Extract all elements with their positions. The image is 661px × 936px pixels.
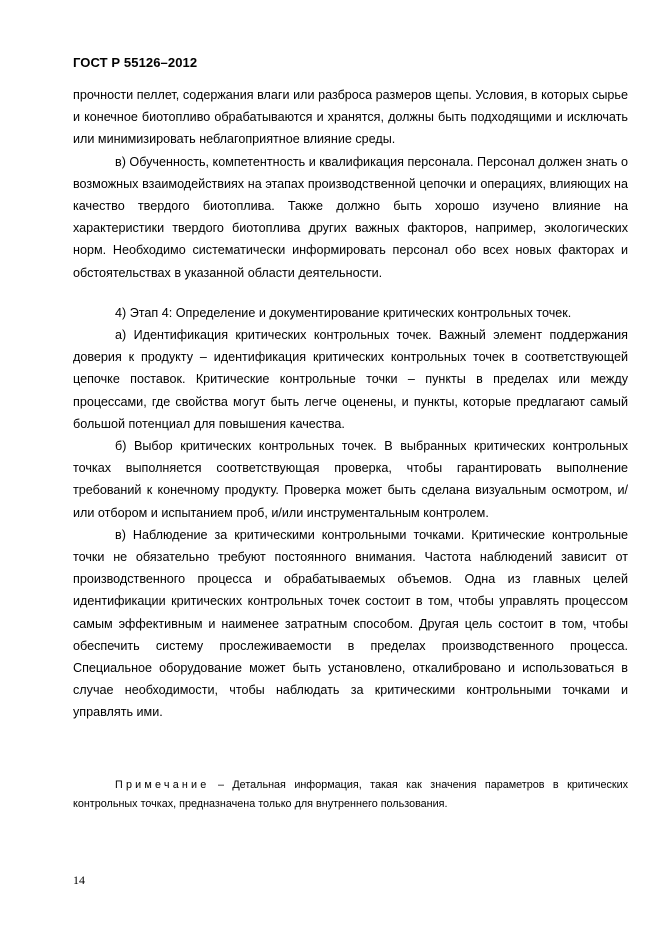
main-text xyxy=(73,84,628,724)
note-text: – Детальная информация, такая как значения параметров в критических контрольных точках, предназначена только для внутреннего пользования. xyxy=(73,779,628,810)
note xyxy=(73,776,628,814)
paragraph-selection: б) Выбор критических контрольных точек. В выбранных критических контрольных точках выполняется соответствующая проверка, чтобы гарантировать выполнение требований к конечному продукту. Проверка может быть сделана визуальным осмотром, и/или отбором и испытанием проб, и/или инструментальным контролем. xyxy=(73,439,628,520)
page-number: 14 xyxy=(73,873,85,887)
paragraph-identification: а) Идентификация критических контрольных точек. Важный элемент поддержания доверия к продукту – идентификация критических контрольных точек в соответствующей цепочке поставок. Критические контрольные точки – пункты в пределах или между процессами, где свойства могут быть легче оценены, и пункты, которые предлагают самый большой потенциал для повышения качества. xyxy=(73,328,628,431)
document-header: ГОСТ Р 55126–2012 xyxy=(73,55,198,70)
paragraph-continuation: прочности пеллет, содержания влаги или разброса размеров щепы. Условия, в которых сырье и конечное биотопливо обрабатываются и хранятся, должны быть подходящими и исключать или минимизировать неблагоприятное влияние среды. xyxy=(73,88,628,147)
paragraph-personnel: в) Обученность, компетентность и квалификация персонала. Персонал должен знать о возможных взаимодействиях на этапах производственной цепочки и операциях, влияющих на качество твердого биотоплива. Также должно быть хорошо изучено влияние на характеристики твердого биотоплива других важных факторов, например, экологических норм. Необходимо систематически информировать персонал обо всех новых факторах и обстоятельствах в указанной области деятельности. xyxy=(73,154,628,280)
note-label: Примечание xyxy=(115,779,210,791)
paragraph-monitoring: в) Наблюдение за критическими контрольными точками. Критические контрольные точки не обязательно требуют постоянного внимания. Частота наблюдений зависит от производственного процесса и обрабатываемых объемов. Одна из главных целей идентификации критических контрольных точек состоит в том, чтобы управлять процессом самым эффективным и наименее затратным способом. Другая цель состоит в том, чтобы обеспечить систему прослеживаемости в пределах производственного процесса. Специальное оборудование может быть установлено, откалибровано и использоваться в случае необходимости, чтобы наблюдать за критическими контрольными точками и управлять ими. xyxy=(73,527,628,720)
paragraph-stage-4: 4) Этап 4: Определение и документирование критических контрольных точек. xyxy=(115,305,572,320)
